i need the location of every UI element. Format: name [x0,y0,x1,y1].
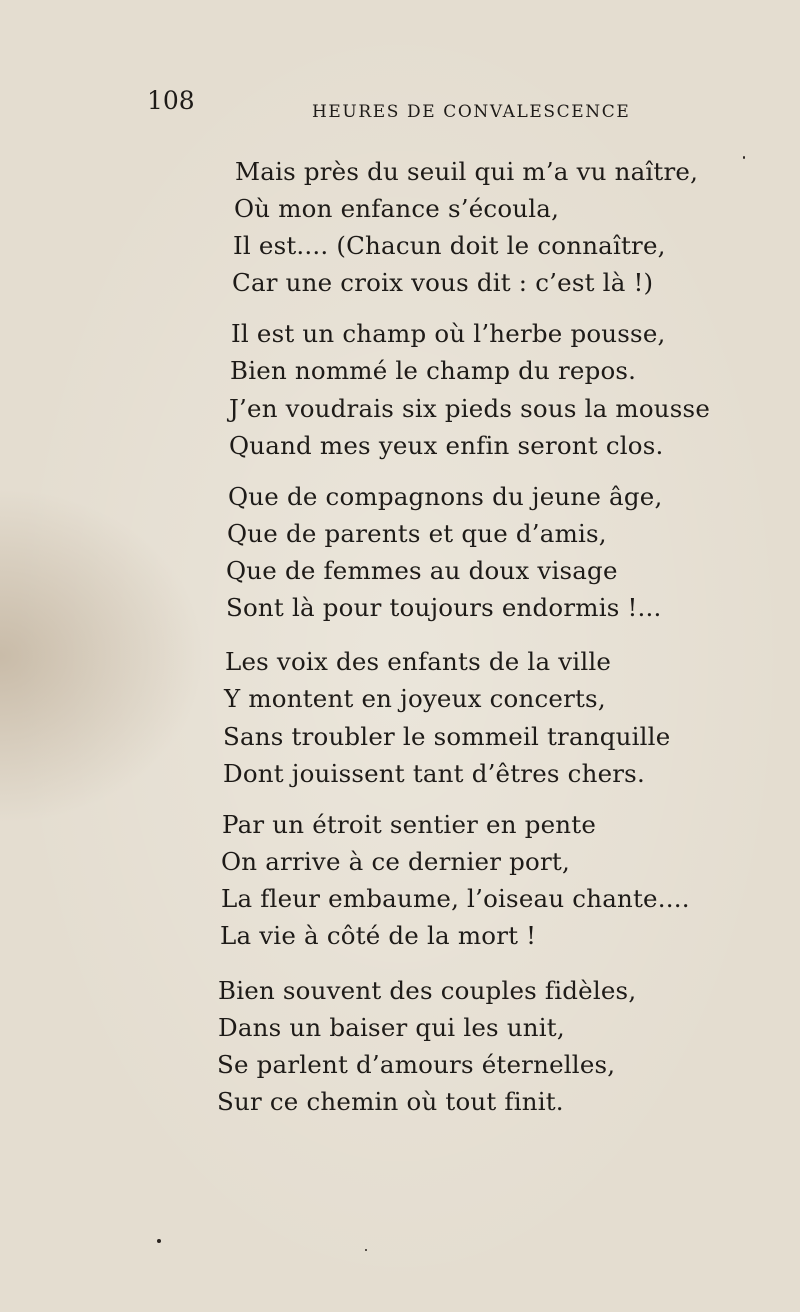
verse-line: Que de compagnons du jeune âge, [228,482,663,511]
paper-speck [365,1249,367,1251]
paper-speck [157,1239,161,1243]
verse-line: Que de femmes au doux visage [226,556,618,585]
verse-line: Bien souvent des couples fidèles, [218,976,637,1005]
verse-line: Sur ce chemin où tout finit. [217,1087,564,1116]
verse-line: Quand mes yeux enfin seront clos. [229,431,664,460]
verse-line: Il est un champ où l’herbe pousse, [231,319,666,348]
verse-line: J’en voudrais six pieds sous la mousse [229,394,711,423]
verse-line: La fleur embaume, l’oiseau chante.... [221,884,690,913]
verse-line: Se parlent d’amours éternelles, [217,1050,616,1079]
verse-line: On arrive à ce dernier port, [221,847,570,876]
verse-line: Dans un baiser qui les unit, [218,1013,565,1042]
verse-line: Que de parents et que d’amis, [227,519,607,548]
verse-line: Où mon enfance s’écoula, [234,194,560,223]
running-title: HEURES DE CONVALESCENCE [312,102,631,122]
verse-line: Car une croix vous dit : c’est là !) [232,268,654,297]
verse-line: Mais près du seuil qui m’a vu naître, [235,157,699,186]
paper-speck [743,156,745,159]
verse-line: Il est.... (Chacun doit le connaître, [233,231,666,260]
verse-line: Sont là pour toujours endormis !... [226,593,662,622]
verse-line: Sans troubler le sommeil tranquille [223,722,671,751]
verse-line: Par un étroit sentier en pente [222,810,597,839]
verse-line: Dont jouissent tant d’êtres chers. [223,759,645,788]
verse-line: Bien nommé le champ du repos. [230,356,637,385]
page-number: 108 [147,86,195,115]
verse-line: Les voix des enfants de la ville [225,647,612,676]
verse-line: Y montent en joyeux concerts, [224,684,606,713]
verse-line: La vie à côté de la mort ! [220,921,537,950]
